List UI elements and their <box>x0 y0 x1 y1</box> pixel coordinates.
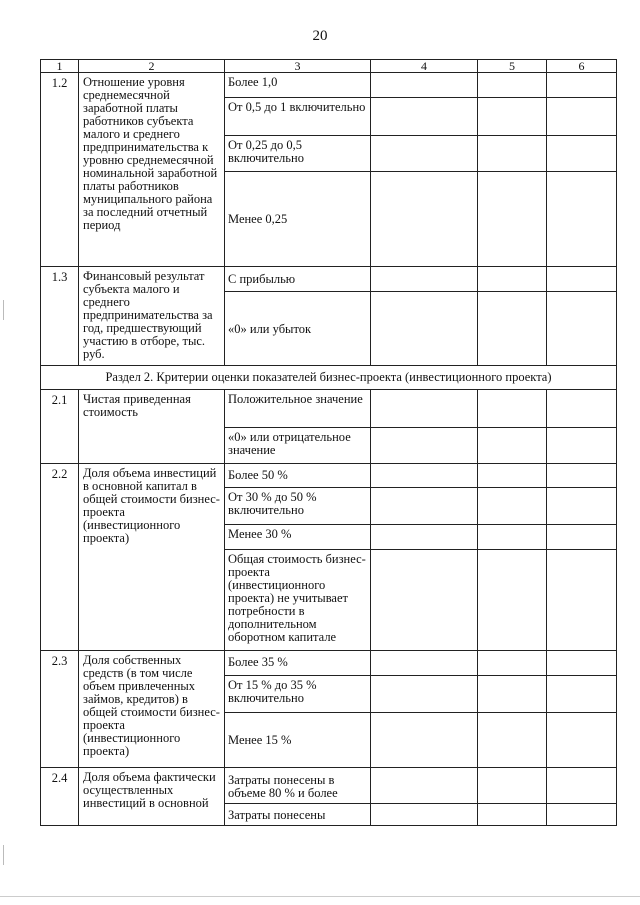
value-cell <box>478 525 547 550</box>
indicator-name: Доля объема инвестиций в основной капитал в общей стоимости бизнес-проекта (инвестиционного проекта) <box>79 464 225 651</box>
value-cell <box>547 428 617 464</box>
criterion-cell: Более 35 % <box>225 651 371 676</box>
criterion-cell: От 0,5 до 1 включительно <box>225 98 371 136</box>
value-cell <box>478 651 547 676</box>
table-row <box>41 768 617 804</box>
item-number: 2.1 <box>41 390 79 464</box>
value-cell <box>478 768 547 804</box>
value-cell <box>478 172 547 267</box>
criterion-cell: Менее 15 % <box>225 713 371 768</box>
value-cell <box>547 713 617 768</box>
header-cell: 1 <box>41 60 79 73</box>
table-row <box>41 464 617 488</box>
value-cell <box>478 292 547 366</box>
criterion-cell: От 15 % до 35 % включительно <box>225 676 371 713</box>
indicator-name: Доля объема фактически осуществленных инвестиций в основной <box>79 768 225 826</box>
value-cell <box>371 390 478 428</box>
value-cell <box>547 525 617 550</box>
value-cell <box>371 428 478 464</box>
value-cell <box>371 676 478 713</box>
value-cell <box>478 550 547 651</box>
value-cell <box>371 73 478 98</box>
criterion-cell: Общая стоимость бизнес-проекта (инвестиционного проекта) не учитывает потребности в дополнительном оборотном капитале <box>225 550 371 651</box>
criteria-table <box>40 59 617 826</box>
value-cell <box>371 98 478 136</box>
criterion-cell: Менее 30 % <box>225 525 371 550</box>
criterion-cell: С прибылью <box>225 267 371 292</box>
indicator-name: Чистая приведенная стоимость <box>79 390 225 464</box>
criterion-cell: От 30 % до 50 % включительно <box>225 488 371 525</box>
header-cell: 6 <box>547 60 617 73</box>
indicator-name: Отношение уровня среднемесячной заработной платы работников субъекта малого и среднего предпринимательства к уровню среднемесячной номинальной заработной платы работников муниципального района за последний отчетный период <box>79 73 225 267</box>
value-cell <box>478 713 547 768</box>
criterion-cell: «0» или отрицательное значение <box>225 428 371 464</box>
value-cell <box>478 676 547 713</box>
value-cell <box>547 172 617 267</box>
value-cell <box>547 804 617 826</box>
indicator-name: Финансовый результат субъекта малого и среднего предпринимательства за год, предшествующий участию в отборе, тыс. руб. <box>79 267 225 366</box>
item-number: 2.4 <box>41 768 79 826</box>
section-row <box>41 366 617 390</box>
value-cell <box>371 292 478 366</box>
value-cell <box>478 136 547 172</box>
value-cell <box>478 488 547 525</box>
value-cell <box>371 713 478 768</box>
page-bottom-line <box>0 896 640 897</box>
value-cell <box>478 73 547 98</box>
value-cell <box>547 73 617 98</box>
value-cell <box>371 172 478 267</box>
value-cell <box>547 676 617 713</box>
criterion-cell: «0» или убыток <box>225 292 371 366</box>
header-cell: 3 <box>225 60 371 73</box>
value-cell <box>371 804 478 826</box>
criterion-cell: Затраты понесены в объеме 80 % и более <box>225 768 371 804</box>
value-cell <box>371 651 478 676</box>
value-cell <box>547 136 617 172</box>
value-cell <box>478 98 547 136</box>
criterion-cell: Более 1,0 <box>225 73 371 98</box>
value-cell <box>547 488 617 525</box>
indicator-name: Доля собственных средств (в том числе объем привлеченных займов, кредитов) в общей стоимости бизнес-проекта (инвестиционного проекта) <box>79 651 225 768</box>
table-row <box>41 651 617 676</box>
section-title: Раздел 2. Критерии оценки показателей бизнес-проекта (инвестиционного проекта) <box>41 366 617 390</box>
value-cell <box>547 390 617 428</box>
item-number: 1.2 <box>41 73 79 267</box>
value-cell <box>547 267 617 292</box>
value-cell <box>371 550 478 651</box>
table-row <box>41 267 617 292</box>
value-cell <box>478 267 547 292</box>
value-cell <box>547 98 617 136</box>
criterion-cell: От 0,25 до 0,5 включительно <box>225 136 371 172</box>
value-cell <box>547 292 617 366</box>
value-cell <box>547 464 617 488</box>
item-number: 1.3 <box>41 267 79 366</box>
table-row <box>41 73 617 98</box>
value-cell <box>478 804 547 826</box>
value-cell <box>478 428 547 464</box>
criterion-cell: Положительное значение <box>225 390 371 428</box>
value-cell <box>547 651 617 676</box>
table-header-row <box>41 60 617 73</box>
criterion-cell: Более 50 % <box>225 464 371 488</box>
value-cell <box>371 525 478 550</box>
value-cell <box>371 136 478 172</box>
item-number: 2.3 <box>41 651 79 768</box>
table-row <box>41 390 617 428</box>
header-cell: 2 <box>79 60 225 73</box>
scan-edge-mark <box>3 300 4 320</box>
header-cell: 5 <box>478 60 547 73</box>
value-cell <box>547 550 617 651</box>
header-cell: 4 <box>371 60 478 73</box>
value-cell <box>547 768 617 804</box>
criterion-cell: Менее 0,25 <box>225 172 371 267</box>
value-cell <box>371 267 478 292</box>
value-cell <box>371 488 478 525</box>
criterion-cell: Затраты понесены <box>225 804 371 826</box>
item-number: 2.2 <box>41 464 79 651</box>
value-cell <box>478 464 547 488</box>
value-cell <box>371 768 478 804</box>
page-number: 20 <box>312 28 328 44</box>
value-cell <box>371 464 478 488</box>
value-cell <box>478 390 547 428</box>
scan-edge-mark <box>3 845 4 865</box>
